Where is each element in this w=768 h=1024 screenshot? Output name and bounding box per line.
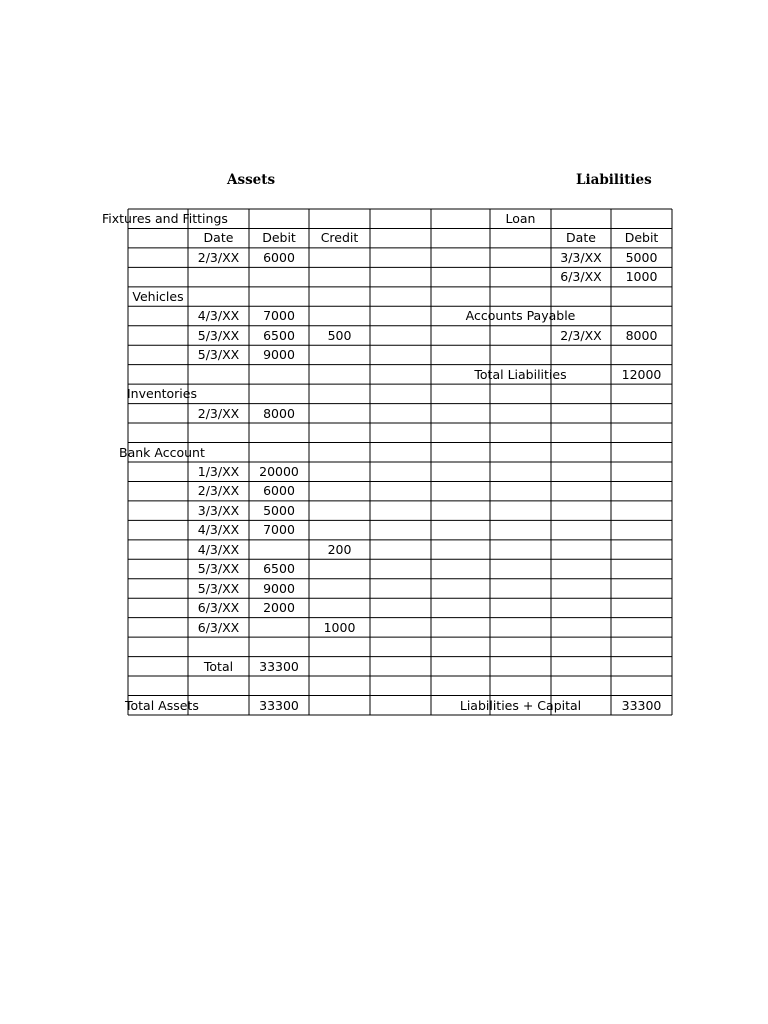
ledger-cell: 1/3/XX [197,463,240,479]
ledger-cell: 6500 [263,327,295,343]
ledger-cell: 9000 [263,580,295,596]
ledger-cell: 200 [327,541,352,557]
ledger-cell: 6500 [263,561,295,577]
ledger-cell: 33300 [621,697,662,713]
ledger-cell: 5/3/XX [197,347,240,363]
ledger-cell: 2/3/XX [197,483,240,499]
ledger-cell: 2/3/XX [197,405,240,421]
ledger-cell: 7000 [263,308,295,324]
ledger-cell: Liabilities + Capital [459,697,582,713]
ledger-cell: 3/3/XX [197,502,240,518]
ledger-cell: Debit [624,230,659,246]
ledger-cell: Debit [262,230,296,246]
ledger-cell: Fixtures and Fittings [102,211,228,226]
ledger-cell: 4/3/XX [197,308,240,324]
ledger-cell: 33300 [259,697,299,713]
ledger-cell: 1000 [323,619,356,635]
ledger-cell: 12000 [621,366,662,382]
ledger-cell: 8000 [263,405,295,421]
assets-heading: Assets [227,172,276,188]
ledger-cell: 6000 [263,249,295,265]
ledger-cell: 5/3/XX [197,580,240,596]
ledger-cell: 6/3/XX [197,619,240,635]
ledger-cell: 2000 [263,600,295,616]
ledger-cell: 33300 [259,658,299,674]
ledger-cell: Credit [320,230,359,246]
ledger-cell: Loan [505,211,536,226]
ledger-cell: 6000 [263,483,295,499]
ledger-cell: 8000 [625,327,658,343]
ledger-cell: 5000 [625,249,658,265]
ledger-cell: Date [566,230,596,246]
ledger-cell: Vehicles [132,288,184,304]
ledger-cell: Inventories [127,386,197,402]
ledger-cell: Bank Account [119,444,205,460]
ledger-cell: 20000 [259,463,299,479]
ledger-cell: 7000 [263,522,295,538]
ledger-cell: 4/3/XX [197,522,240,538]
ledger-cell: Total Assets [125,697,199,713]
ledger-cell: 2/3/XX [197,249,240,265]
ledger-cell: 5000 [263,502,295,518]
ledger-cell: 4/3/XX [197,541,240,557]
ledger-cell: Accounts Payable [465,308,576,324]
ledger-cell: 5/3/XX [197,327,240,343]
ledger-cell: Date [203,230,234,246]
ledger-cell: Total Liabilities [474,366,567,382]
ledger-cell: 6/3/XX [560,269,602,285]
ledger-cell: 500 [327,327,352,343]
ledger-cell: 1000 [625,269,658,285]
ledger-cell: 2/3/XX [560,327,602,343]
ledger-cell: 9000 [263,347,295,363]
ledger-cell: 6/3/XX [197,600,240,616]
ledger-cell: 5/3/XX [197,561,240,577]
ledger-cell: Total [203,658,234,674]
ledger-cell: 3/3/XX [560,249,602,265]
liabilities-heading: Liabilities [576,172,652,188]
